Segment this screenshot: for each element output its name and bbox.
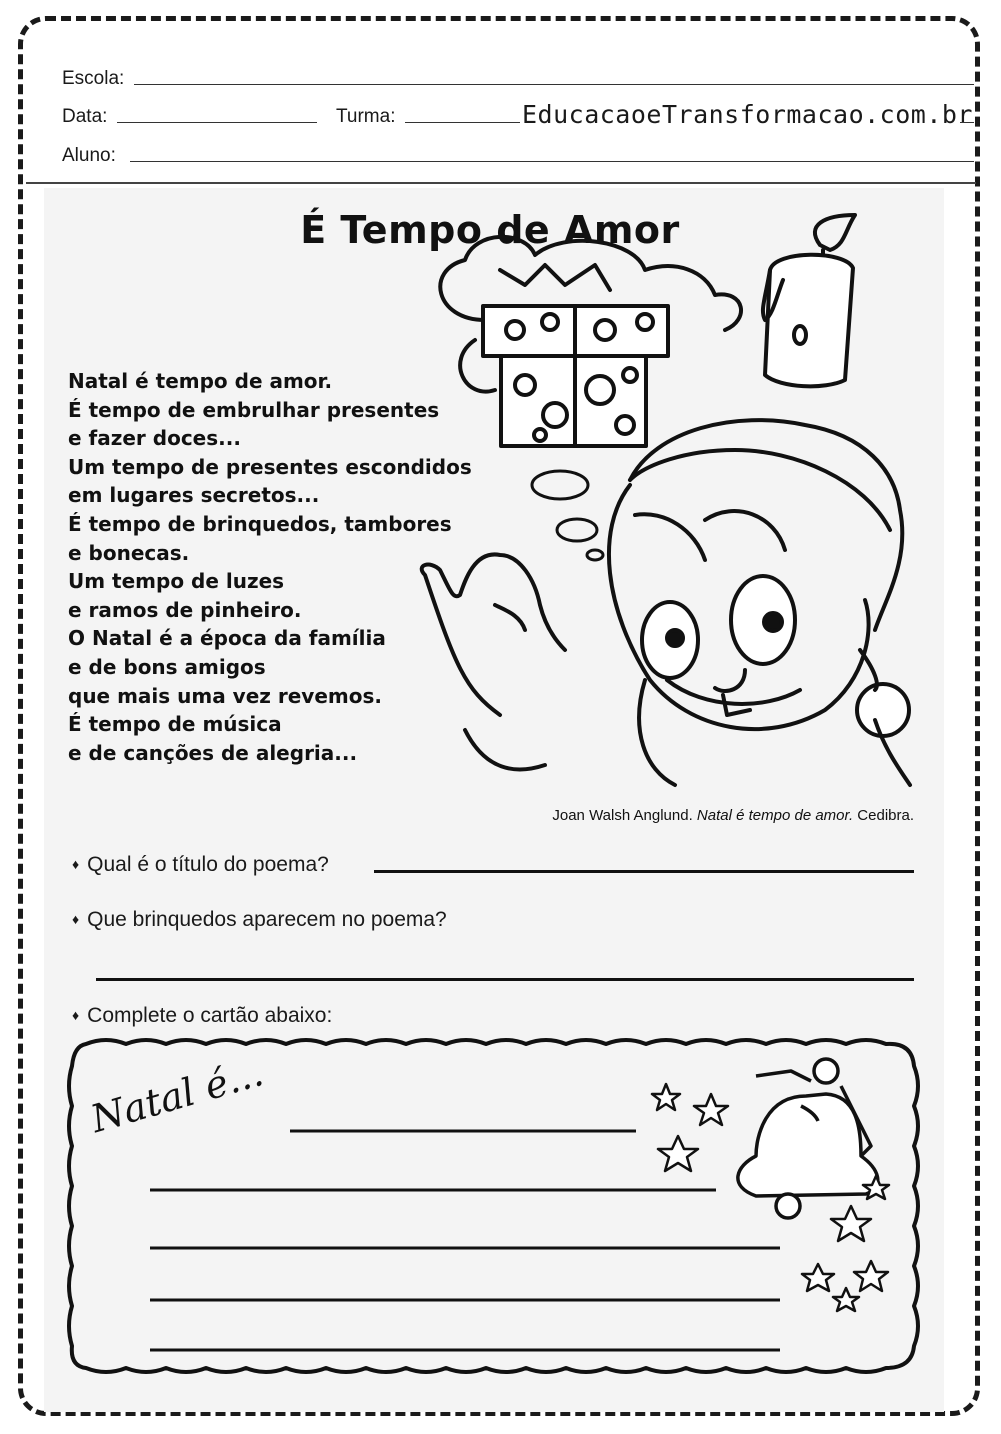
date-label: Data: xyxy=(62,106,108,127)
question-2 xyxy=(72,908,447,932)
poem-line: que mais uma vez revemos. xyxy=(68,683,382,708)
header-divider xyxy=(26,182,976,184)
poem-line: em lugares secretos... xyxy=(68,483,320,508)
poem-line: Um tempo de luzes xyxy=(68,569,285,594)
question-text: Complete o cartão abaixo: xyxy=(87,1004,333,1027)
citation-work: Natal é tempo de amor. xyxy=(696,807,854,824)
poem-title: É Tempo de Amor xyxy=(300,208,680,252)
candle-icon xyxy=(763,215,855,386)
poem-line: e bonecas. xyxy=(68,540,190,565)
poem-line: Um tempo de presentes escondidos xyxy=(68,454,472,479)
question-1 xyxy=(72,853,329,877)
question-text: Qual é o título do poema? xyxy=(87,853,329,876)
bullet-icon: ♦ xyxy=(72,911,80,927)
class-field-end xyxy=(960,122,974,123)
bullet-icon: ♦ xyxy=(72,1007,80,1023)
christmas-boy-illustration xyxy=(405,210,915,790)
student-label: Aluno: xyxy=(62,145,116,166)
card-title: Natal é... xyxy=(85,1050,269,1142)
school-field[interactable] xyxy=(134,84,974,85)
date-field[interactable] xyxy=(117,122,317,123)
answer-line-1[interactable] xyxy=(374,870,914,873)
poem-line: Natal é tempo de amor. xyxy=(68,369,333,393)
school-label: Escola: xyxy=(62,68,125,89)
bullet-icon: ♦ xyxy=(72,856,80,872)
bell-icon xyxy=(738,1059,878,1218)
question-text: Que brinquedos aparecem no poema? xyxy=(87,908,447,931)
poem-line: e ramos de pinheiro. xyxy=(68,597,302,622)
question-3 xyxy=(72,1004,332,1028)
poem-line: e de canções de alegria... xyxy=(68,740,358,765)
class-field[interactable] xyxy=(405,122,520,123)
citation-publisher: Cedibra. xyxy=(857,807,914,824)
class-label: Turma: xyxy=(336,106,396,127)
student-field[interactable] xyxy=(130,161,974,162)
poem-text xyxy=(68,367,472,767)
poem-line: É tempo de música xyxy=(68,712,282,737)
citation-author: Joan Walsh Anglund. xyxy=(552,807,693,824)
poem-line: É tempo de embrulhar presentes xyxy=(68,397,440,422)
gift-box-icon xyxy=(483,265,668,446)
poem-line: e fazer doces... xyxy=(68,426,241,451)
poem-citation xyxy=(552,807,914,824)
poem-line: O Natal é a época da família xyxy=(68,626,386,651)
poem-line: e de bons amigos xyxy=(68,654,266,679)
answer-line-2[interactable] xyxy=(96,978,914,981)
poem-line: É tempo de brinquedos, tambores xyxy=(68,511,452,536)
website-watermark: EducacaoeTransformacao.com.br xyxy=(522,100,973,129)
